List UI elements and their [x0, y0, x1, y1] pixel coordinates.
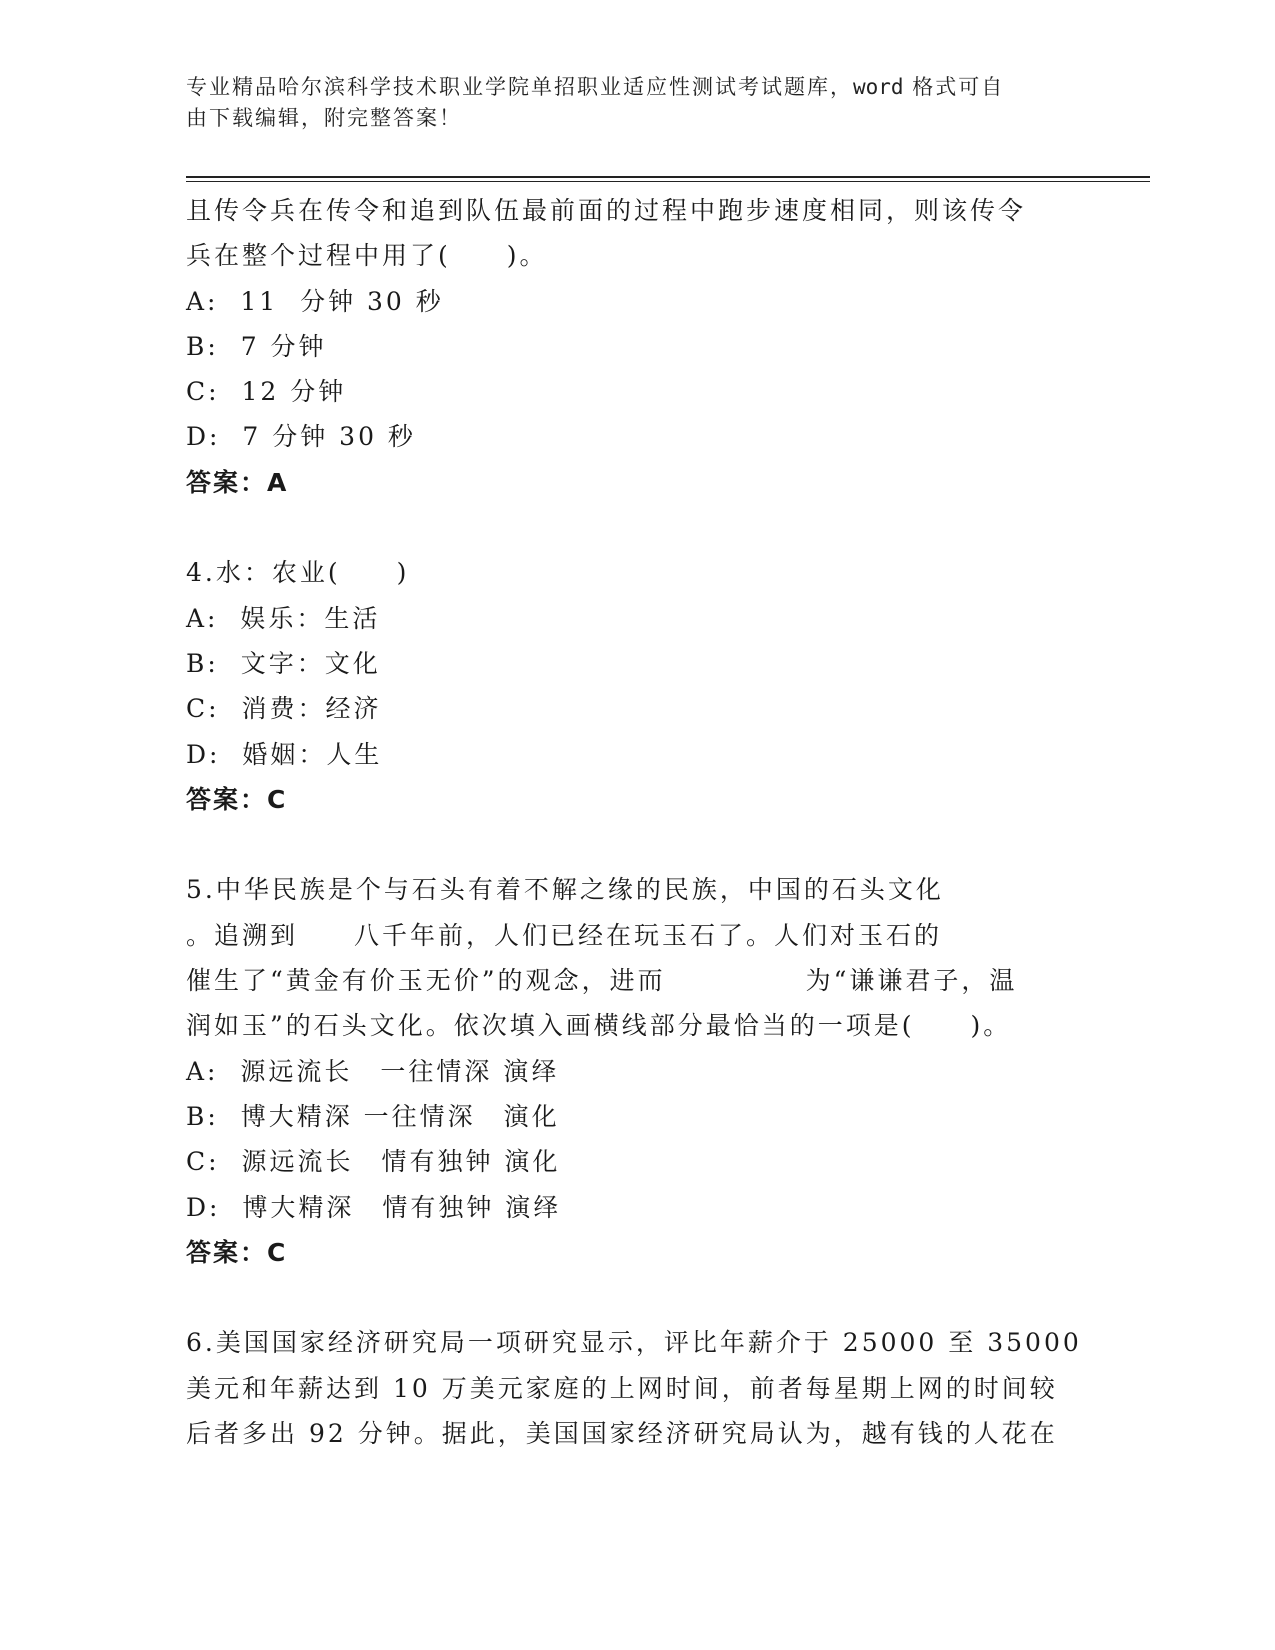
question-5-option-b: B: 博大精深 一往情深 演化 [186, 1101, 560, 1131]
question-3-option-c: C: 12 分钟 [186, 377, 347, 407]
header-text-prefix: 专业精品哈尔滨科学技术职业学院单招职业适应性测试考试题库， [186, 75, 853, 99]
document-body [186, 188, 1106, 1456]
question-3-option-d: D: 7 分钟 30 秒 [186, 422, 416, 452]
question-4-text: 4.水：农业( ) [186, 558, 410, 588]
question-4-option-b: B: 文字：文化 [186, 648, 381, 678]
question-3-text-line-1: 且传令兵在传令和追到队伍最前面的过程中跑步速度相同，则该传令 [186, 196, 1027, 225]
spacer [186, 1275, 1106, 1320]
question-4-answer: 答案：C [186, 784, 288, 814]
question-3-option-b: B: 7 分钟 [186, 331, 327, 361]
question-5-option-a: A: 源远流长 一往情深 演绎 [186, 1056, 560, 1086]
question-3-option-a: A: 11 分钟 30 秒 [186, 286, 444, 316]
question-6-text-line-2: 美元和年薪达到 10 万美元家庭的上网时间，前者每星期上网的时间较 [186, 1373, 1058, 1403]
question-6-text-line-1: 6.美国国家经济研究局一项研究显示，评比年薪介于 25000 至 35000 [186, 1328, 1082, 1358]
question-5-option-d: D: 博大精深 情有独钟 演绎 [186, 1192, 562, 1222]
header-line-2: 由下载编辑，附完整答案！ [186, 106, 462, 130]
question-5-answer: 答案：C [186, 1237, 288, 1267]
question-3-text-line-2: 兵在整个过程中用了( )。 [186, 241, 548, 271]
question-5-option-c: C: 源远流长 情有独钟 演化 [186, 1147, 561, 1177]
question-5-text-line-4: 润如玉”的石头文化。依次填入画横线部分最恰当的一项是( )。 [186, 1011, 1012, 1041]
question-4-option-d: D: 婚姻：人生 [186, 739, 383, 769]
header-divider-thin [186, 181, 1150, 182]
spacer [186, 822, 1106, 867]
header-text-suffix: 格式可自 [903, 75, 1005, 99]
question-4-option-c: C: 消费：经济 [186, 694, 382, 724]
header-text-word: word [853, 75, 904, 99]
question-5-text-line-1: 5.中华民族是个与石头有着不解之缘的民族，中国的石头文化 [186, 875, 944, 905]
header-divider-thick [186, 176, 1150, 178]
question-3-answer: 答案：A [186, 467, 289, 497]
question-6-text-line-3: 后者多出 92 分钟。据此，美国国家经济研究局认为，越有钱的人花在 [186, 1419, 1058, 1449]
header-line-1 [186, 72, 1066, 103]
question-5-text-line-3: 催生了“黄金有价玉无价”的观念，进而 为“谦谦君子，温 [186, 966, 1018, 996]
question-5-text-line-2: 。追溯到 八千年前，人们已经在玩玉石了。人们对玉石的 [186, 920, 943, 950]
spacer [186, 505, 1106, 550]
question-4-option-a: A: 娱乐：生活 [186, 603, 381, 633]
page-header [186, 72, 1066, 134]
